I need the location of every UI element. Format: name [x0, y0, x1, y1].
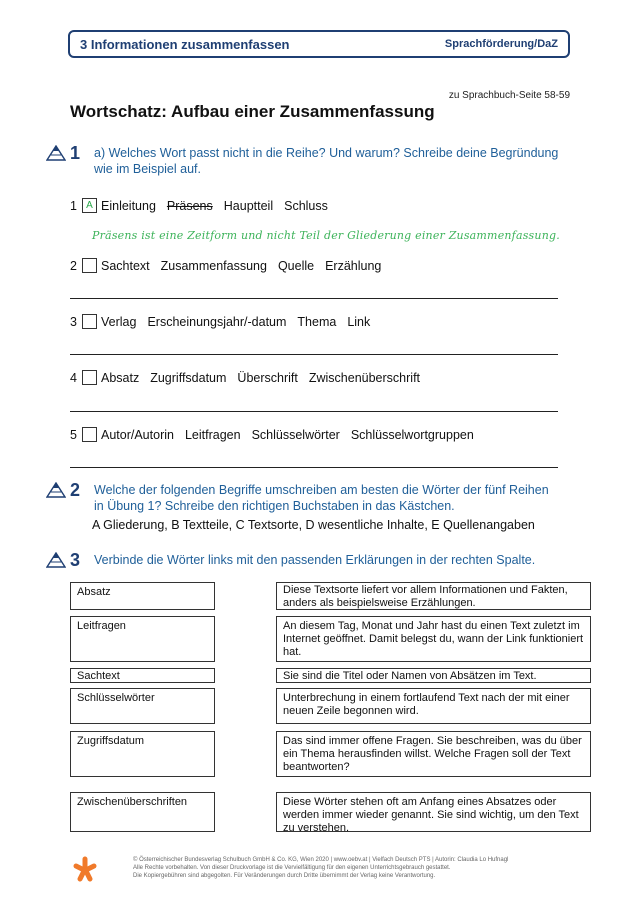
answer-box[interactable]: [82, 258, 97, 273]
word-row: 5 Autor/Autorin Leitfragen Schlüsselwörter Schlüsselwortgruppen: [70, 427, 474, 442]
example-answer: Präsens ist eine Zeitform und nicht Teil der Gliederung einer Zusammenfassung.: [92, 229, 560, 242]
page-header: [68, 30, 570, 58]
answer-line[interactable]: [70, 354, 558, 355]
answer-box[interactable]: A: [82, 198, 97, 213]
task-instruction: Verbinde die Wörter links mit den passenden Erklärungen in der rechten Spalte.: [94, 553, 536, 567]
term-cell[interactable]: Sachtext: [70, 668, 215, 683]
book-reference: zu Sprachbuch-Seite 58-59: [448, 90, 570, 101]
term-cell[interactable]: Absatz: [70, 582, 215, 610]
term-options: A Gliederung, B Textteile, C Textsorte, D wesentliche Inhalte, E Quellenangaben: [92, 518, 535, 532]
publisher-logo-icon: [72, 856, 98, 882]
answer-box[interactable]: [82, 427, 97, 442]
word-row: 4 Absatz Zugriffsdatum Überschrift Zwischenüberschrift: [70, 370, 421, 385]
task-number: 2: [70, 480, 81, 500]
task-1-header: [46, 143, 558, 177]
definition-cell[interactable]: Unterbrechung in einem fortlaufend Text nach der mit einer neuen Zeile begonnen wird.: [276, 688, 591, 724]
task-3-header: [46, 550, 535, 570]
answer-box[interactable]: [82, 370, 97, 385]
word-row: 2 Sachtext Zusammenfassung Quelle Erzählung: [70, 258, 382, 273]
answer-line[interactable]: [70, 298, 558, 299]
definition-cell[interactable]: Diese Textsorte liefert vor allem Informationen und Fakten, anders als beispielsweise Erzählungen.: [276, 582, 591, 610]
definition-cell[interactable]: Das sind immer offene Fragen. Sie beschreiben, was du über ein Thema herausfinden willst. Welche Fragen soll der Text beantworten?: [276, 731, 591, 777]
definition-cell[interactable]: Sie sind die Titel oder Namen von Absätzen im Text.: [276, 668, 591, 683]
term-cell[interactable]: Zwischenüberschriften: [70, 792, 215, 832]
definition-cell[interactable]: An diesem Tag, Monat und Jahr hast du einen Text zuletzt im Internet geöffnet. Damit belegst du, wann der Link funktioniert hat.: [276, 616, 591, 662]
chapter-title: 3 Informationen zusammenfassen: [80, 36, 290, 52]
difficulty-icon: [46, 482, 66, 498]
definition-cell[interactable]: Diese Wörter stehen oft am Anfang eines Absatzes oder werden immer wieder genannt. Sie sind wichtig, um den Text zu verstehen.: [276, 792, 591, 832]
task-2-header: [46, 480, 549, 514]
task-number: 1: [70, 143, 81, 163]
difficulty-icon: [46, 145, 66, 161]
page-title: Wortschatz: Aufbau einer Zusammenfassung: [70, 102, 435, 121]
term-cell[interactable]: Schlüsselwörter: [70, 688, 215, 724]
difficulty-icon: [46, 552, 66, 568]
term-cell[interactable]: Leitfragen: [70, 616, 215, 662]
copyright-footer: © Österreichischer Bundesverlag Schulbuch GmbH & Co. KG, Wien 2020 | www.oebv.at | Vielfach Deutsch PTS | Autorin: Claudia Lo Hufnagl Alle Rechte vorbehalten. Von dieser Druckvorlage ist die Vervielfältigung für den eigenen Unterrichtsgebrauch gestattet. Die Kopiergebühren sind abgegolten. Für Veränderungen durch Dritte übernimmt der Verlag keine Verantwortung.: [133, 857, 509, 879]
task-instruction: Welche der folgenden Begriffe umschreiben am besten die Wörter der fünf Reihen in Übung 1? Schreibe den richtigen Buchstaben in das Kästchen.: [94, 483, 549, 513]
task-number: 3: [70, 550, 81, 570]
word-row: 1 A Einleitung Präsens Hauptteil Schluss: [70, 198, 328, 213]
answer-line[interactable]: [70, 411, 558, 412]
term-cell[interactable]: Zugriffsdatum: [70, 731, 215, 777]
answer-line[interactable]: [70, 467, 558, 468]
answer-box[interactable]: [82, 314, 97, 329]
task-instruction: a) Welches Wort passt nicht in die Reihe? Und warum? Schreibe deine Begründung wie im Beispiel auf.: [94, 146, 559, 176]
word-row: 3 Verlag Erscheinungsjahr/-datum Thema Link: [70, 314, 371, 329]
chapter-tag: Sprachförderung/DaZ: [444, 38, 558, 50]
